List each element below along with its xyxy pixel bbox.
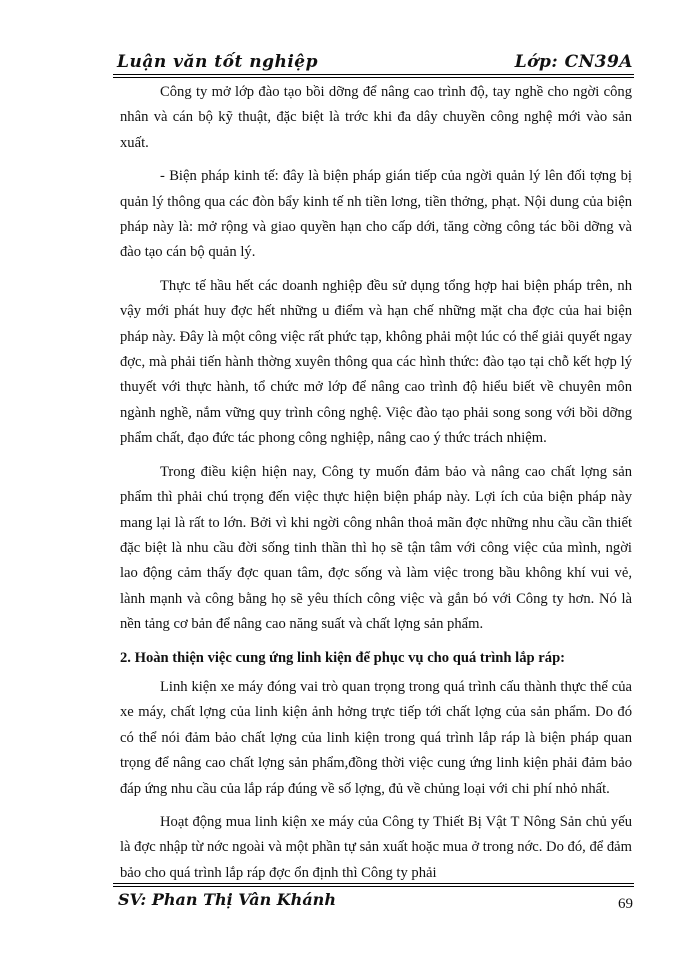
paragraph-3: Thực tế hầu hết các doanh nghiệp đều sử dụng tổng hợp hai biện pháp trên, nh vậy mới phát huy đợc hết những u điểm và hạn chế những mặt cha đợc của hai biện pháp này. Đây là một công việc rất phức tạp, không phải một lúc có thể giải quyết ngay đợc, mà phải tiến hành thờng xuyên thông qua các hình thức: đào tạo tại chỗ kết hợp lý thuyết với thực hành, tổ chức mở lớp để nâng cao trình độ hiểu biết về chuyên môn ngành nghề, nắm vững quy trình công nghệ. Việc đào tạo phải song song với bồi dỡng phẩm chất, đạo đức tác phong công nghiệp, nâng cao ý thức trách nhiệm.: [120, 277, 632, 447]
paragraph-1: Công ty mở lớp đào tạo bồi dỡng để nâng cao trình độ, tay nghề cho ngời công nhân và cán bộ kỹ thuật, đặc biệt là trớc khi đa dây chuyền công nghệ mới vào sản xuất.: [120, 84, 632, 151]
footer-author: SV: Phan Thị Vân Khánh: [118, 890, 336, 909]
document-body: [120, 80, 632, 894]
header-class-label: Lớp: CN39A: [514, 52, 633, 72]
paragraph-2: - Biện pháp kinh tế: đây là biện pháp gián tiếp của ngời quản lý lên đối tợng bị quản lý thông qua các đòn bẩy kinh tế nh tiền lơng, tiền thởng, phạt. Nội dung của biện pháp này là: mở rộng và giao quyền hạn cho cấp dới, tăng cờng công tác bồi dỡng và đào tạo cán bộ quản lý.: [120, 168, 632, 261]
header-rule: [113, 74, 634, 78]
section-heading: 2. Hoàn thiện việc cung ứng linh kiện để phục vụ cho quá trình lắp ráp:: [120, 649, 566, 666]
page-footer: [118, 890, 633, 914]
paragraph-5: Linh kiện xe máy đóng vai trò quan trọng trong quá trình cấu thành thực thể của xe máy, chất lợng của linh kiện ảnh hởng trực tiếp tới chất lợng của sản phẩm. Do đó có thể nói đảm bảo chất lợng của linh kiện trong quá trình lắp ráp là biện pháp quan trọng để nâng cao chất lợng sản phẩm,đồng thời việc cung ứng linh kiện phải đảm bảo đáp ứng nhu cầu của lắp ráp đúng về số lợng, đủ về chủng loại với chi phí nhỏ nhất.: [120, 678, 632, 797]
page-header: [113, 52, 633, 74]
footer-rule: [113, 883, 634, 887]
paragraph-4: Trong điều kiện hiện nay, Công ty muốn đảm bảo và nâng cao chất lợng sản phẩm thì phải chú trọng đến việc thực hiện biện pháp này. Lợi ích của biện pháp này mang lại là rất to lớn. Bởi vì khi ngời công nhân thoả mãn đợc những nhu cầu cần thiết đặc biệt là nhu cầu đời sống tinh thần thì họ sẽ tận tâm với công việc của mình, ngời lao động cảm thấy đợc quan tâm, đợc sống và làm việc trong bầu không khí vui vẻ, lành mạnh và công bằng họ sẽ yêu thích công việc và gắn bó với Công ty hơn. Nó là nền tảng cơ bản để nâng cao năng suất và chất lợng sản phẩm.: [120, 463, 632, 633]
paragraph-6: Hoạt động mua linh kiện xe máy của Công ty Thiết Bị Vật T Nông Sản chủ yếu là đợc nhập từ nớc ngoài và một phần tự sản xuất hoặc mua ở trong nớc. Do đó, để đảm bảo cho quá trình lắp ráp đợc ổn định thì Công ty phải: [120, 813, 632, 881]
page-number: 69: [618, 896, 633, 912]
header-thesis-title: Luận văn tốt nghiệp: [117, 52, 319, 72]
